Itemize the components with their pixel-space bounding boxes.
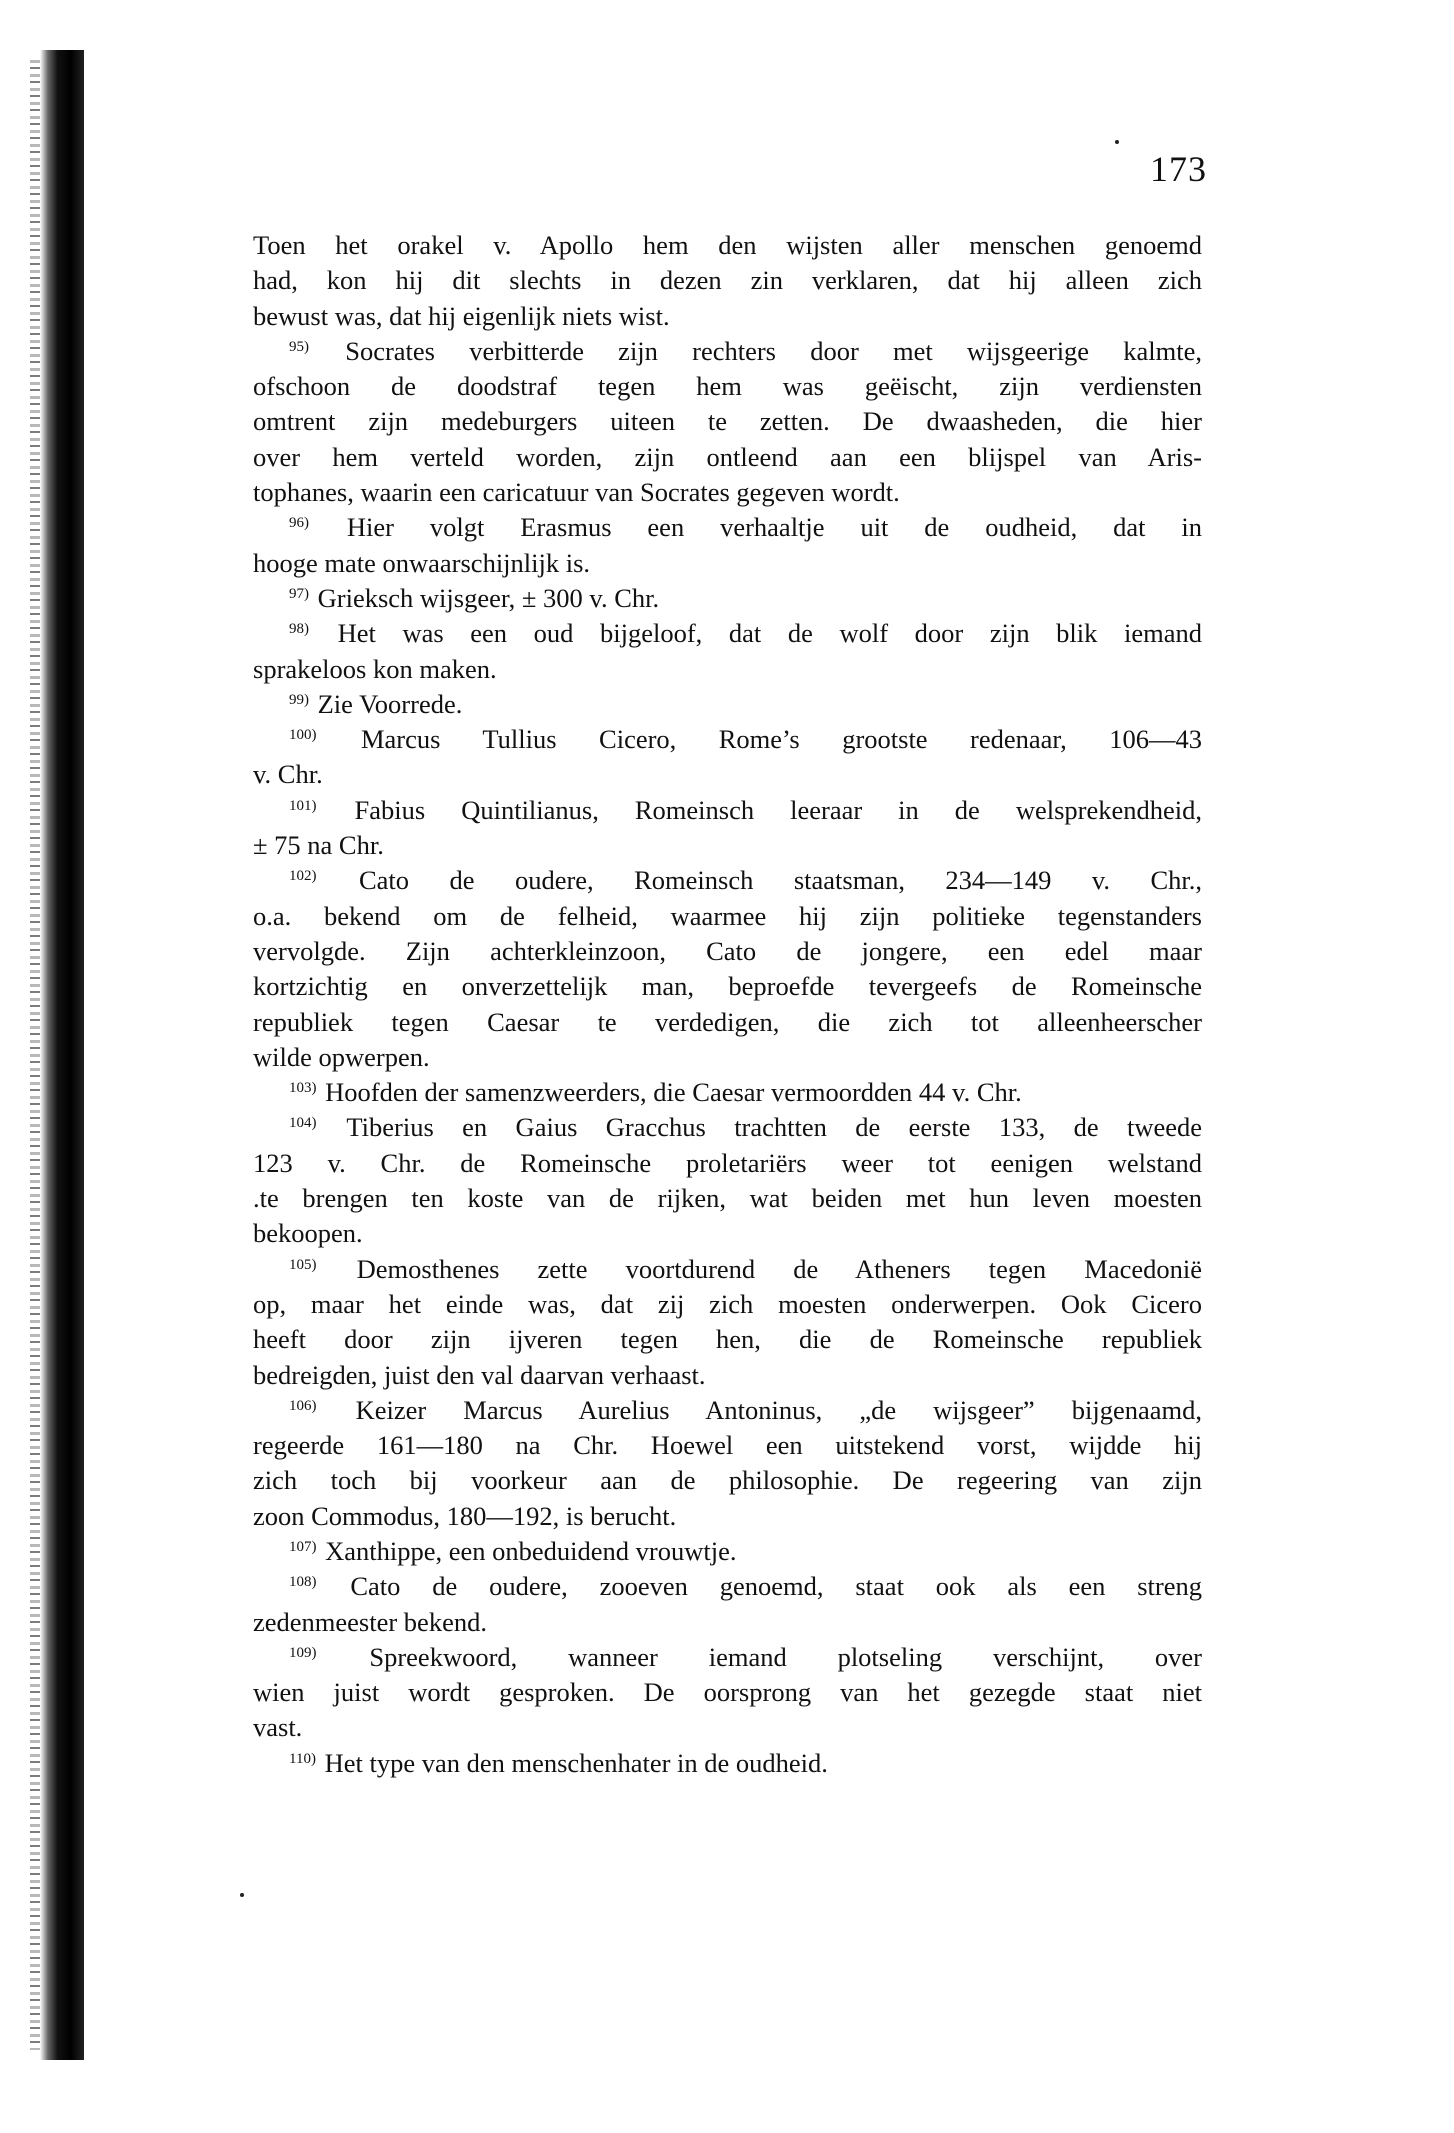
text-line bbox=[253, 299, 1202, 334]
footnote bbox=[253, 1746, 1202, 1781]
line-text: Hier volgt Erasmus een verhaaltje uit de oudheid, dat in bbox=[346, 512, 1202, 543]
footnote bbox=[253, 1534, 1202, 1569]
line-text: vervolgde. Zijn achterkleinzoon, Cato de jongere, een edel maar bbox=[253, 935, 1202, 966]
text-line bbox=[253, 863, 1202, 898]
footnote-number: 98) bbox=[289, 621, 309, 638]
footnote bbox=[253, 510, 1202, 581]
text-line bbox=[253, 1499, 1202, 1534]
text-line bbox=[253, 1181, 1202, 1216]
text-line bbox=[253, 828, 1202, 863]
line-text: heeft door zijn ijveren tegen hen, die de Romeinsche republiek bbox=[253, 1324, 1202, 1355]
footnote bbox=[253, 1569, 1202, 1640]
line-text: Hoofden der samenzweerders, die Caesar vermoordden 44 v. Chr. bbox=[325, 1077, 1022, 1108]
line-text: wien juist wordt gesproken. De oorsprong van het gezegde staat niet bbox=[253, 1677, 1202, 1708]
line-text: Het type van den menschenhater in de oudheid. bbox=[324, 1747, 828, 1778]
text-line bbox=[253, 228, 1202, 263]
page-number: 173 bbox=[1150, 149, 1207, 189]
scan-speck bbox=[1115, 140, 1119, 144]
footnote bbox=[253, 1075, 1202, 1110]
text-line bbox=[253, 1640, 1202, 1675]
line-text: .te brengen ten koste van de rijken, wat beiden met hun leven moesten bbox=[253, 1183, 1202, 1214]
footnote bbox=[253, 687, 1202, 722]
text-line bbox=[253, 546, 1202, 581]
line-text: tophanes, waarin een caricatuur van Socrates gegeven wordt. bbox=[253, 477, 900, 508]
line-text: Spreekwoord, wanneer iemand plotseling verschijnt, over bbox=[369, 1641, 1202, 1672]
text-line bbox=[253, 1675, 1202, 1710]
line-text: Zie Voorrede. bbox=[317, 688, 463, 719]
text-line bbox=[253, 969, 1202, 1004]
line-text: wilde opwerpen. bbox=[253, 1041, 430, 1072]
footnotes-body bbox=[253, 228, 1202, 1781]
text-line bbox=[253, 1322, 1202, 1357]
line-text: hooge mate onwaarschijnlijk is. bbox=[253, 547, 591, 578]
line-text: Het was een oud bijgeloof, dat de wolf door zijn blik iemand bbox=[337, 618, 1203, 649]
text-line bbox=[253, 1146, 1202, 1181]
text-line bbox=[253, 510, 1202, 545]
footnote-number: 96) bbox=[289, 515, 309, 532]
text-line bbox=[253, 934, 1202, 969]
text-line bbox=[253, 581, 1202, 616]
text-line bbox=[253, 1534, 1202, 1569]
line-text: Toen het orakel v. Apollo hem den wijsten aller menschen genoemd bbox=[253, 230, 1202, 260]
continued-footnote bbox=[253, 228, 1202, 334]
footnote bbox=[253, 863, 1202, 1075]
line-text: o.a. bekend om de felheid, waarmee hij zijn politieke tegenstanders bbox=[253, 900, 1202, 931]
line-text: 123 v. Chr. de Romeinsche proletariërs weer tot eenigen welstand bbox=[253, 1147, 1202, 1178]
line-text: over hem verteld worden, zijn ontleend aan een blijspel van Aris- bbox=[253, 441, 1202, 472]
text-line bbox=[253, 440, 1202, 475]
text-line bbox=[253, 1710, 1202, 1745]
footnote-number: 95) bbox=[289, 338, 309, 355]
footnote-number: 108) bbox=[289, 1574, 317, 1591]
line-text: Marcus Tullius Cicero, Rome’s grootste redenaar, 106—43 bbox=[360, 724, 1203, 755]
line-text: bedreigden, juist den val daarvan verhaast. bbox=[253, 1359, 706, 1390]
line-text: ± 75 na Chr. bbox=[253, 830, 384, 861]
footnote-number: 101) bbox=[289, 797, 317, 814]
text-line bbox=[253, 757, 1202, 792]
book-binding-edge bbox=[40, 50, 84, 2060]
line-text: Xanthippe, een onbeduidend vrouwtje. bbox=[325, 1535, 737, 1566]
text-line bbox=[253, 1040, 1202, 1075]
text-line bbox=[253, 616, 1202, 651]
text-line bbox=[253, 1287, 1202, 1322]
footnote-number: 109) bbox=[289, 1644, 317, 1661]
text-line bbox=[253, 1358, 1202, 1393]
line-text: Demosthenes zette voortdurend de Atheners tegen Macedonië bbox=[356, 1253, 1202, 1284]
scan-speck bbox=[240, 1893, 244, 1897]
text-line bbox=[253, 1110, 1202, 1145]
line-text: sprakeloos kon maken. bbox=[253, 653, 497, 684]
footnote bbox=[253, 722, 1202, 793]
footnote-number: 110) bbox=[289, 1750, 316, 1767]
text-line bbox=[253, 369, 1202, 404]
line-text: had, kon hij dit slechts in dezen zin verklaren, dat hij alleen zich bbox=[253, 265, 1202, 296]
footnote-number: 97) bbox=[289, 585, 309, 602]
line-text: vast. bbox=[253, 1712, 303, 1743]
footnote-number: 105) bbox=[289, 1256, 317, 1273]
footnote bbox=[253, 616, 1202, 687]
text-line bbox=[253, 1393, 1202, 1428]
footnote-number: 102) bbox=[289, 868, 317, 885]
text-line bbox=[253, 899, 1202, 934]
line-text: ofschoon de doodstraf tegen hem was geëischt, zijn verdiensten bbox=[253, 371, 1202, 402]
line-text: kortzichtig en onverzettelijk man, beproefde tevergeefs de Romeinsche bbox=[253, 971, 1202, 1002]
line-text: v. Chr. bbox=[253, 759, 323, 790]
text-line bbox=[253, 722, 1202, 757]
footnote-number: 104) bbox=[289, 1115, 317, 1132]
line-text: regeerde 161—180 na Chr. Hoewel een uitstekend vorst, wijdde hij bbox=[253, 1430, 1202, 1461]
line-text: bewust was, dat hij eigenlijk niets wist. bbox=[253, 300, 670, 331]
line-text: Grieksch wijsgeer, ± 300 v. Chr. bbox=[317, 582, 660, 613]
line-text: op, maar het einde was, dat zij zich moesten onderwerpen. Ook Cicero bbox=[253, 1288, 1202, 1319]
text-line bbox=[253, 1746, 1202, 1781]
footnote bbox=[253, 1252, 1202, 1393]
footnote bbox=[253, 793, 1202, 864]
text-line bbox=[253, 793, 1202, 828]
line-text: zedenmeester bekend. bbox=[253, 1606, 487, 1637]
footnote bbox=[253, 1640, 1202, 1746]
text-line bbox=[253, 1252, 1202, 1287]
footnote bbox=[253, 581, 1202, 616]
text-line bbox=[253, 263, 1202, 298]
text-line bbox=[253, 404, 1202, 439]
footnote-number: 99) bbox=[289, 691, 309, 708]
line-text: Socrates verbitterde zijn rechters door met wijsgeerige kalmte, bbox=[345, 335, 1203, 366]
line-text: omtrent zijn medeburgers uiteen te zetten. De dwaasheden, die hier bbox=[253, 406, 1202, 437]
line-text: Cato de oudere, Romeinsch staatsman, 234—149 v. Chr., bbox=[358, 865, 1203, 896]
line-text: Keizer Marcus Aurelius Antoninus, „de wijsgeer” bijgenaamd, bbox=[355, 1394, 1203, 1425]
footnote-number: 103) bbox=[289, 1080, 317, 1097]
line-text: zoon Commodus, 180—192, is berucht. bbox=[253, 1500, 677, 1531]
footnote bbox=[253, 1110, 1202, 1251]
footnote-number: 107) bbox=[289, 1538, 317, 1555]
text-line bbox=[253, 1605, 1202, 1640]
text-line bbox=[253, 1428, 1202, 1463]
text-line bbox=[253, 652, 1202, 687]
text-line bbox=[253, 687, 1202, 722]
line-text: republiek tegen Caesar te verdedigen, die zich tot alleenheerscher bbox=[253, 1006, 1202, 1037]
line-text: zich toch bij voorkeur aan de philosophie. De regeering van zijn bbox=[253, 1465, 1202, 1496]
footnote-number: 100) bbox=[289, 727, 317, 744]
line-text: bekoopen. bbox=[253, 1218, 363, 1249]
text-line bbox=[253, 1216, 1202, 1251]
footnote bbox=[253, 334, 1202, 510]
text-line bbox=[253, 1463, 1202, 1498]
footnote bbox=[253, 1393, 1202, 1534]
footnote-number: 106) bbox=[289, 1397, 317, 1414]
line-text: Cato de oudere, zooeven genoemd, staat ook als een streng bbox=[350, 1571, 1202, 1602]
text-line bbox=[253, 475, 1202, 510]
text-line bbox=[253, 1075, 1202, 1110]
line-text: Fabius Quintilianus, Romeinsch leeraar in de welsprekendheid, bbox=[354, 794, 1203, 825]
text-line bbox=[253, 334, 1202, 369]
line-text: Tiberius en Gaius Gracchus trachtten de eerste 133, de tweede bbox=[346, 1112, 1202, 1143]
text-line bbox=[253, 1569, 1202, 1604]
text-line bbox=[253, 1005, 1202, 1040]
